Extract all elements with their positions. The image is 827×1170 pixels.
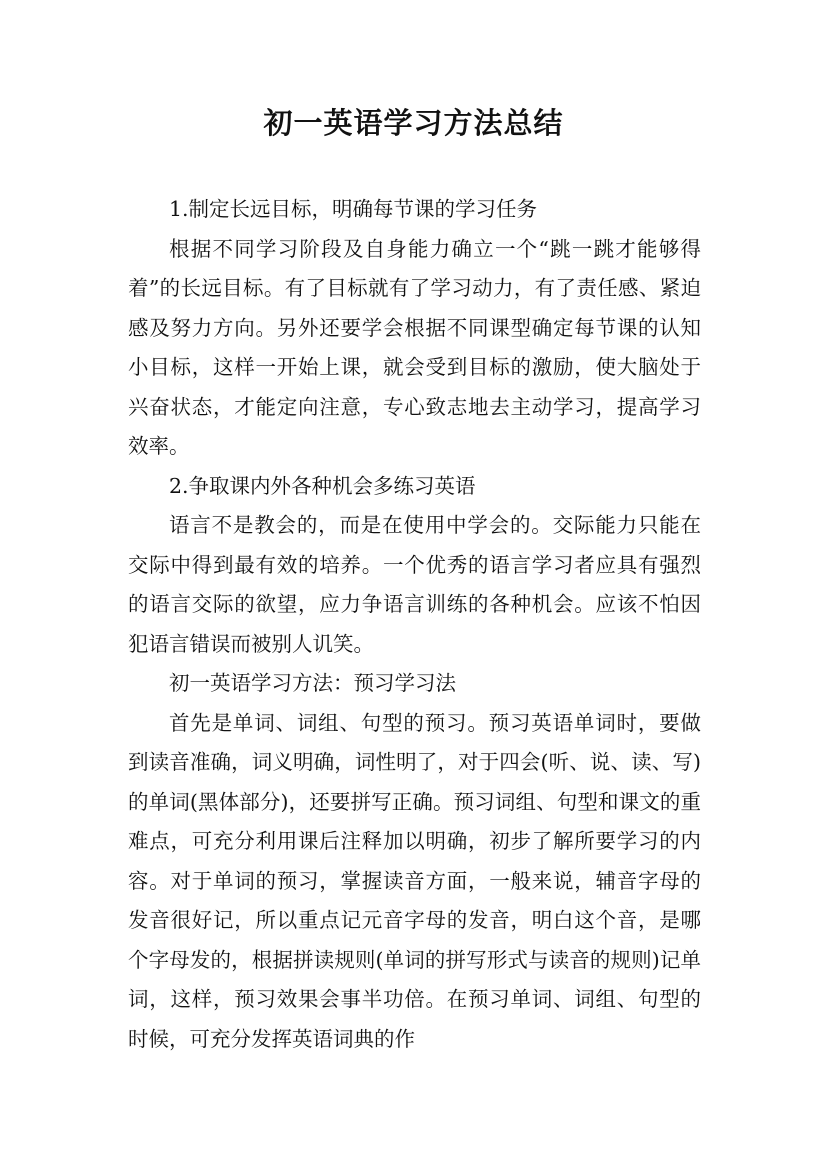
heading-practice: 2.争取课内外各种机会多练习英语: [169, 473, 476, 498]
paragraph-preview-method: 首先是单词、词组、句型的预习。预习英语单词时，要做到读音准确，词义明确，词性明了，对于四会(听、说、读、写)的单词(黑体部分)，还要拼写正确。预习词组、句型和课文的重难点，可充分利用课后注释加以明确，初步了解所要学习的内容。对于单词的预习，掌握读音方面，一般来说，辅音字母的发音很好记，所以重点记元音字母的发音，明白这个音，是哪个字母发的，根据拼读规则(单词的拼写形式与读音的规则)记单词，这样，预习效果会事半功倍。在预习单词、词组、句型的时候，可充分发挥英语词典的作: [128, 710, 701, 1051]
paragraph-goals: 根据不同学习阶段及自身能力确立一个“跳一跳才能够得着”的长远目标。有了目标就有了学习动力，有了责任感、紧迫感及努力方向。另外还要学会根据不同课型确定每节课的认知小目标，这样一开始上课，就会受到目标的激励，使大脑处于兴奋状态，才能定向注意，专心致志地去主动学习，提高学习效率。: [128, 236, 701, 458]
document-body: [128, 190, 701, 1059]
document-title: 初一英语学习方法总结: [263, 106, 564, 140]
heading-preview-method: 初一英语学习方法：预习学习法: [169, 671, 456, 695]
paragraph-practice: 语言不是教会的，而是在使用中学会的。交际能力只能在交际中得到最有效的培养。一个优秀的语言学习者应具有强烈的语言交际的欲望，应力争语言训练的各种机会。应该不怕因犯语言错误而被别人讥笑。: [128, 513, 701, 656]
heading-goals: 1.制定长远目标，明确每节课的学习任务: [169, 197, 538, 221]
